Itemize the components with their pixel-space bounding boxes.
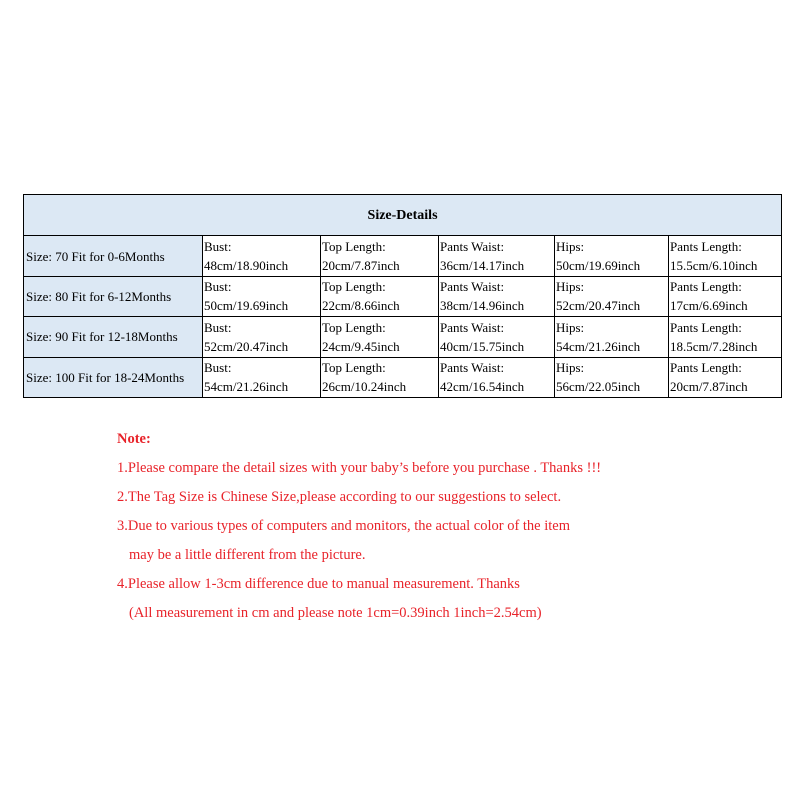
bust-label: Bust: <box>204 239 232 255</box>
bust-cell <box>203 276 321 316</box>
bust-cell <box>203 236 321 276</box>
top-length-label: Top Length: <box>322 239 386 255</box>
bust-value: 52cm/20.47inch <box>204 338 289 354</box>
note-line-4: 4.Please allow 1-3cm difference due to manual measurement. Thanks <box>117 576 520 592</box>
size-label: Size: 80 Fit for 6-12Months <box>24 276 203 316</box>
hips-value: 50cm/19.69inch <box>556 258 641 274</box>
top-length-cell <box>321 236 439 276</box>
pants-waist-label: Pants Waist: <box>440 239 505 255</box>
hips-cell <box>555 276 669 316</box>
hips-label: Hips: <box>556 319 585 335</box>
pants-waist-value: 40cm/15.75inch <box>440 338 525 354</box>
bust-cell <box>203 357 321 397</box>
pants-waist-value: 36cm/14.17inch <box>440 258 525 274</box>
hips-label: Hips: <box>556 360 585 376</box>
pants-waist-value: 42cm/16.54inch <box>440 379 525 395</box>
pants-length-value: 15.5cm/6.10inch <box>670 258 758 274</box>
pants-waist-cell <box>439 357 555 397</box>
pants-waist-cell <box>439 317 555 357</box>
bust-label: Bust: <box>204 279 232 295</box>
top-length-label: Top Length: <box>322 360 386 376</box>
pants-length-value: 20cm/7.87inch <box>670 379 748 395</box>
pants-waist-cell <box>439 276 555 316</box>
note-title: Note: <box>117 431 151 447</box>
size-details-table <box>23 194 782 398</box>
bust-cell <box>203 317 321 357</box>
top-length-label: Top Length: <box>322 319 386 335</box>
bust-label: Bust: <box>204 319 232 335</box>
hips-value: 56cm/22.05inch <box>556 379 641 395</box>
top-length-cell <box>321 357 439 397</box>
bust-value: 48cm/18.90inch <box>204 258 289 274</box>
bust-value: 50cm/19.69inch <box>204 298 289 314</box>
note-line-2: 2.The Tag Size is Chinese Size,please according to our suggestions to select. <box>117 489 562 505</box>
top-length-label: Top Length: <box>322 279 386 295</box>
top-length-cell <box>321 276 439 316</box>
size-label: Size: 70 Fit for 0-6Months <box>24 236 203 276</box>
note-line-3: 3.Due to various types of computers and monitors, the actual color of the item <box>117 518 571 534</box>
pants-waist-cell <box>439 236 555 276</box>
pants-length-label: Pants Length: <box>670 360 742 376</box>
hips-value: 54cm/21.26inch <box>556 338 641 354</box>
hips-label: Hips: <box>556 239 585 255</box>
hips-cell <box>555 357 669 397</box>
pants-length-cell <box>669 357 782 397</box>
pants-length-label: Pants Length: <box>670 239 742 255</box>
pants-length-cell <box>669 236 782 276</box>
top-length-cell <box>321 317 439 357</box>
size-label: Size: 100 Fit for 18-24Months <box>24 357 203 397</box>
pants-waist-label: Pants Waist: <box>440 360 505 376</box>
top-length-value: 26cm/10.24inch <box>322 379 407 395</box>
table-row <box>24 236 782 276</box>
note-line-1: 1.Please compare the detail sizes with your baby’s before you purchase . Thanks !!! <box>117 460 602 476</box>
table-row <box>24 357 782 397</box>
size-label: Size: 90 Fit for 12-18Months <box>24 317 203 357</box>
note-line-4-continued: (All measurement in cm and please note 1cm=0.39inch 1inch=2.54cm) <box>129 605 542 621</box>
pants-length-cell <box>669 317 782 357</box>
bust-label: Bust: <box>204 360 232 376</box>
notes-section <box>117 425 787 628</box>
pants-length-value: 18.5cm/7.28inch <box>670 338 758 354</box>
hips-cell <box>555 317 669 357</box>
pants-waist-label: Pants Waist: <box>440 319 505 335</box>
pants-waist-label: Pants Waist: <box>440 279 505 295</box>
top-length-value: 24cm/9.45inch <box>322 338 400 354</box>
pants-length-value: 17cm/6.69inch <box>670 298 748 314</box>
hips-value: 52cm/20.47inch <box>556 298 641 314</box>
table-title-row <box>24 195 782 236</box>
hips-cell <box>555 236 669 276</box>
pants-length-label: Pants Length: <box>670 319 742 335</box>
hips-label: Hips: <box>556 279 585 295</box>
pants-waist-value: 38cm/14.96inch <box>440 298 525 314</box>
table-title: Size-Details <box>24 195 782 236</box>
top-length-value: 20cm/7.87inch <box>322 258 400 274</box>
note-line-3-continued: may be a little different from the picture. <box>129 547 366 563</box>
bust-value: 54cm/21.26inch <box>204 379 289 395</box>
table-row <box>24 276 782 316</box>
pants-length-label: Pants Length: <box>670 279 742 295</box>
table-row <box>24 317 782 357</box>
pants-length-cell <box>669 276 782 316</box>
top-length-value: 22cm/8.66inch <box>322 298 400 314</box>
